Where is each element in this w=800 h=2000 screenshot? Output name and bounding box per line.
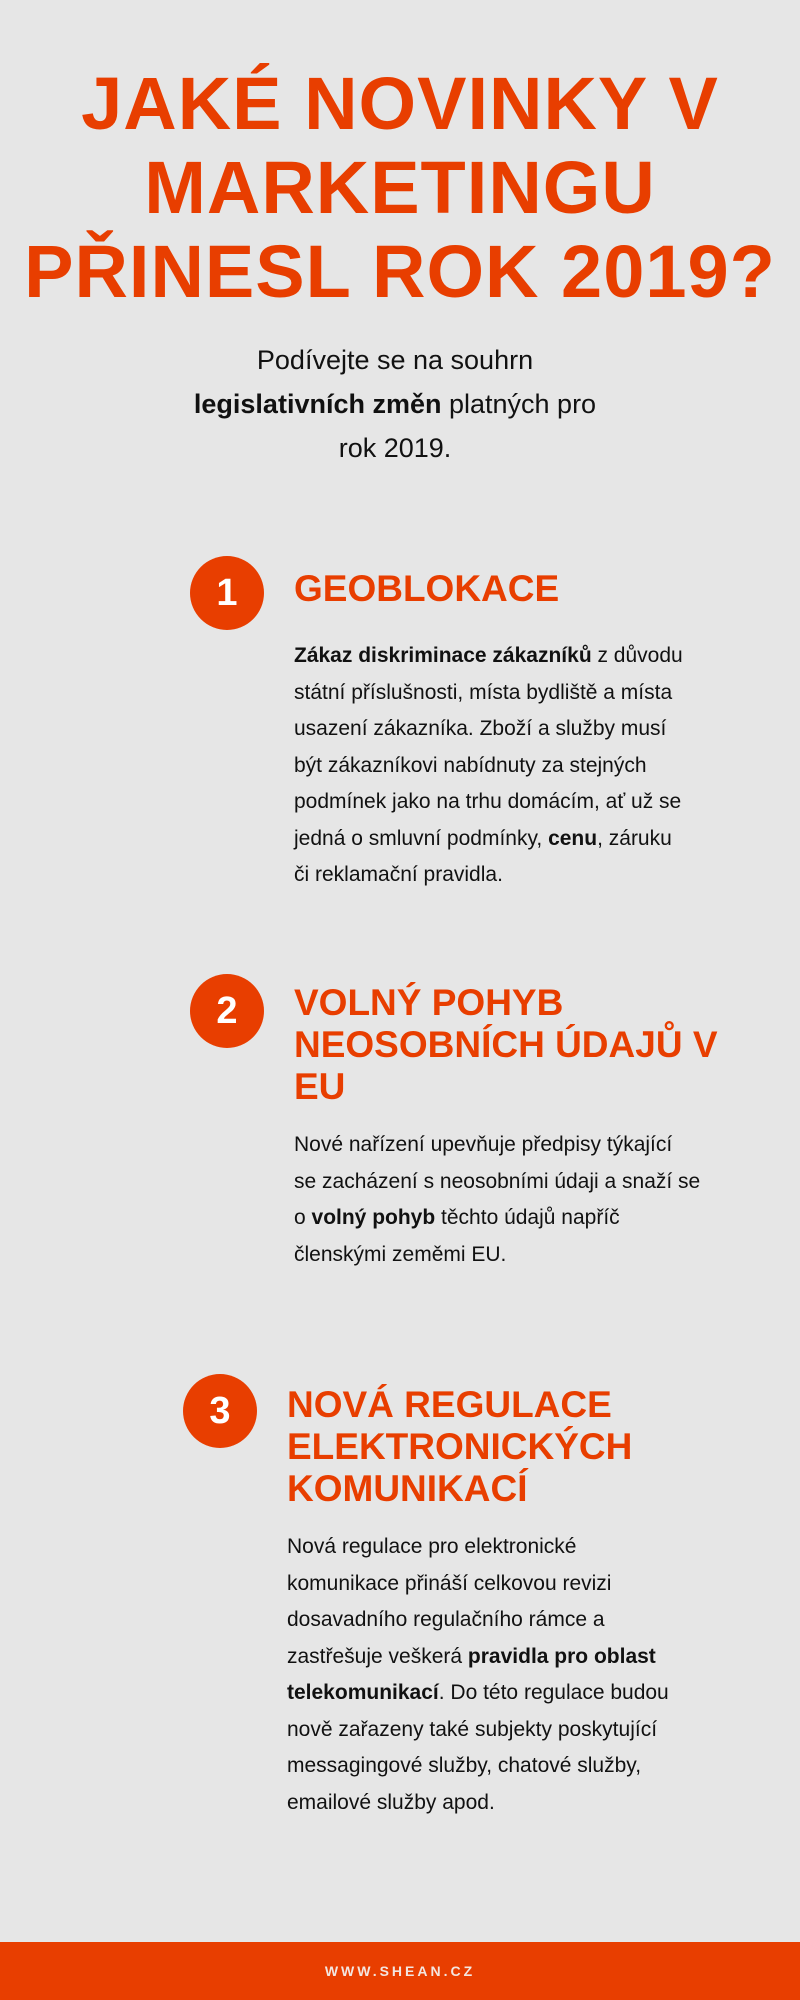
number-badge-3: 3 <box>183 1374 257 1448</box>
body-line <box>294 1200 700 1237</box>
emphasis-text: telekomunikací <box>287 1681 439 1704</box>
heading-line: VOLNÝ POHYB <box>294 982 564 1023</box>
body-line <box>287 1529 669 1566</box>
number-badge-2: 2 <box>190 974 264 1048</box>
body-line <box>287 1602 669 1639</box>
subtitle-line <box>100 338 690 382</box>
text-segment: nově zařazeny také subjekty poskytující <box>287 1717 658 1741</box>
section-heading-3 <box>287 1384 632 1510</box>
emphasis-text: volný pohyb <box>311 1206 436 1229</box>
text-segment: platných pro <box>441 389 597 419</box>
number-badge-1: 1 <box>190 556 264 630</box>
text-segment: . Do této regulace budou <box>438 1681 669 1704</box>
subtitle-line <box>100 426 690 470</box>
text-segment: , záruku <box>597 826 672 850</box>
body-line <box>294 638 683 675</box>
emphasis-text: cenu <box>548 826 598 850</box>
heading-line: NOVÁ REGULACE <box>287 1384 612 1425</box>
text-segment: rok 2019. <box>338 433 452 463</box>
text-segment: podmínek jako na trhu domácím, ať už se <box>294 790 682 813</box>
body-line <box>294 857 683 894</box>
text-segment: messagingové služby, chatové služby, <box>287 1754 642 1777</box>
body-line <box>294 711 683 748</box>
subtitle-line <box>100 382 690 426</box>
section-heading-2 <box>294 982 718 1108</box>
text-segment: těchto údajů napříč <box>435 1206 620 1229</box>
body-line <box>294 1237 700 1274</box>
emphasis-text: pravidla pro oblast <box>467 1644 656 1668</box>
text-segment: se zacházení s neosobními údaji a snaží se <box>294 1169 701 1193</box>
title-line: PŘINESL ROK 2019? <box>24 230 776 313</box>
page-title <box>0 62 800 314</box>
text-segment: jedná o smluvní podmínky, <box>294 826 549 850</box>
text-segment: o <box>294 1206 312 1229</box>
text-segment: Nové nařízení upevňuje předpisy týkající <box>294 1133 673 1156</box>
heading-line: GEOBLOKACE <box>294 568 560 609</box>
section-body-3 <box>287 1529 669 1821</box>
body-line <box>294 1164 700 1201</box>
body-line <box>294 1127 700 1164</box>
text-segment: komunikace přináší celkovou revizi <box>287 1571 612 1595</box>
subtitle <box>100 338 690 470</box>
text-segment: emailové služby apod. <box>287 1790 495 1814</box>
heading-line: KOMUNIKACÍ <box>287 1468 528 1509</box>
text-segment: usazení zákazníka. Zboží a služby musí <box>294 717 667 740</box>
footer-website-link[interactable]: WWW.SHEAN.CZ <box>324 1963 476 1979</box>
body-line <box>287 1566 669 1603</box>
body-line <box>294 748 683 785</box>
text-segment: členskými zeměmi EU. <box>294 1242 507 1266</box>
footer-bar <box>0 1942 800 2000</box>
text-segment: z důvodu <box>591 644 683 667</box>
section-body-1 <box>294 638 683 894</box>
emphasis-text: Zákaz diskriminace zákazníků <box>294 644 592 667</box>
text-segment: být zákazníkovi nabídnuty za stejných <box>294 753 647 777</box>
text-segment: dosavadního regulačního rámce a <box>287 1608 605 1631</box>
title-line: MARKETINGU <box>144 146 656 229</box>
body-line <box>294 784 683 821</box>
text-segment: zastřešuje veškerá <box>287 1644 468 1668</box>
body-line <box>287 1639 669 1676</box>
text-segment: Podívejte se na souhrn <box>256 345 534 375</box>
body-line <box>294 675 683 712</box>
body-line <box>294 821 683 858</box>
section-heading-1 <box>294 568 559 610</box>
section-body-2 <box>294 1127 700 1273</box>
title-line: JAKÉ NOVINKY V <box>81 62 719 145</box>
heading-line: NEOSOBNÍCH ÚDAJŮ V <box>294 1024 718 1065</box>
heading-line: EU <box>294 1066 346 1107</box>
body-line <box>287 1785 669 1822</box>
text-segment: státní příslušnosti, místa bydliště a místa <box>294 680 673 704</box>
body-line <box>287 1712 669 1749</box>
heading-line: ELEKTRONICKÝCH <box>287 1426 633 1467</box>
body-line <box>287 1748 669 1785</box>
emphasis-text: legislativních změn <box>193 389 442 419</box>
text-segment: Nová regulace pro elektronické <box>287 1535 577 1558</box>
body-line <box>287 1675 669 1712</box>
text-segment: či reklamační pravidla. <box>294 863 503 886</box>
